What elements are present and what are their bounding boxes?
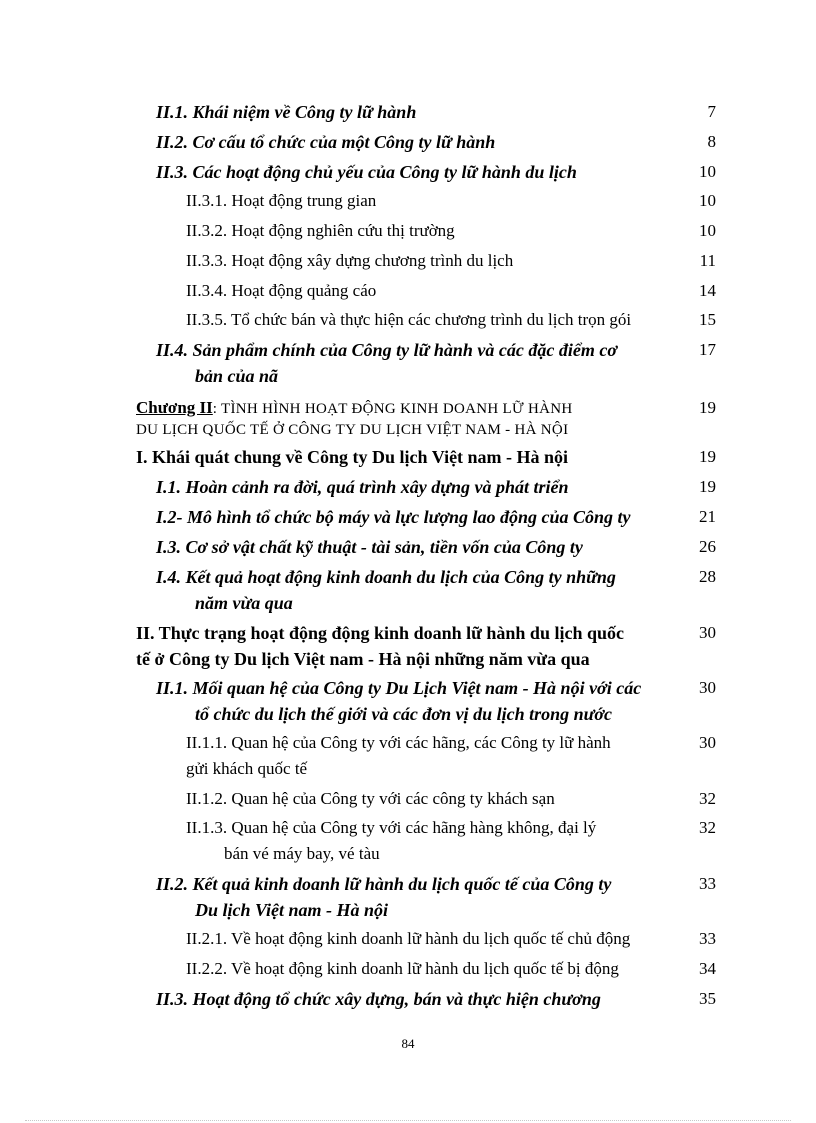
toc-entry-text: II.1.2. Quan hệ của Công ty với các công ty khách sạn	[186, 789, 555, 808]
toc-entry-text: II.3.3. Hoạt động xây dựng chương trình du lịch	[186, 251, 514, 270]
toc-entry-text: I.4. Kết quả hoạt động kinh doanh du lịch của Công ty những	[156, 567, 616, 587]
toc-entry-page: 32	[699, 818, 716, 837]
toc-entry-text: II.3.1. Hoạt động trung gian	[186, 191, 377, 210]
toc-entry-page: 30	[699, 678, 716, 697]
toc-entry-page: 21	[699, 507, 716, 526]
toc-entry-page: 30	[699, 733, 716, 752]
toc-entry-page: 19	[699, 477, 716, 496]
toc-entry-page: 28	[699, 567, 716, 586]
toc-entry-text: II.3. Hoạt động tổ chức xây dựng, bán và thực hiện chương	[156, 989, 601, 1009]
toc-entry-text-continued: bán vé máy bay, vé tàu	[224, 844, 380, 863]
toc-entry-page: 33	[699, 874, 716, 893]
toc-entry-page: 10	[699, 162, 716, 181]
toc-entry-text: II.3.4. Hoạt động quảng cáo	[186, 281, 377, 300]
toc-entry-text: II.2.1. Về hoạt động kinh doanh lữ hành du lịch quốc tế chủ động	[186, 929, 631, 948]
toc-entry-page: 19	[699, 447, 716, 466]
toc-entry-text: I.3. Cơ sở vật chất kỹ thuật - tài sản, tiền vốn của Công ty	[156, 537, 583, 557]
toc-entry-text: II.1.1. Quan hệ của Công ty với các hãng, các Công ty lữ hành	[186, 733, 611, 752]
toc-entry-page: 10	[699, 221, 716, 240]
toc-entry-text-continued: năm vừa qua	[195, 593, 293, 613]
toc-entry-page: 34	[699, 959, 716, 978]
toc-entry-page: 8	[707, 132, 716, 151]
toc-entry-text-continued: tổ chức du lịch thế giới và các đơn vị du lịch trong nước	[195, 704, 613, 724]
toc-entry-text: II.3. Các hoạt động chủ yếu của Công ty lữ hành du lịch	[156, 162, 577, 182]
toc-entry-page: 11	[699, 251, 716, 270]
toc-entry-page: 17	[699, 340, 716, 359]
toc-entry-text: II.2. Kết quả kinh doanh lữ hành du lịch quốc tế của Công ty	[156, 874, 612, 894]
toc-entry-text: II.2.2. Về hoạt động kinh doanh lữ hành du lịch quốc tế bị động	[186, 959, 619, 978]
toc-entry-text: I.2- Mô hình tổ chức bộ máy và lực lượng lao động của Công ty	[156, 507, 631, 527]
toc-entry-text: II.1. Khái niệm về Công ty lữ hành	[156, 102, 417, 122]
toc-entry-text: I. Khái quát chung về Công ty Du lịch Việt nam - Hà nội	[136, 447, 569, 467]
toc-entry-text: II.1.3. Quan hệ của Công ty với các hãng hàng không, đại lý	[186, 818, 597, 837]
toc-entry-text: II.1. Mối quan hệ của Công ty Du Lịch Việt nam - Hà nội với các	[156, 678, 642, 698]
toc-entry-text-continued: tế ở Công ty Du lịch Việt nam - Hà nội những năm vừa qua	[136, 649, 590, 669]
chapter-label: Chương II	[136, 398, 213, 417]
page-divider	[25, 1120, 791, 1121]
toc-entry-page: 26	[699, 537, 716, 556]
toc-entry-text: II.3.2. Hoạt động nghiên cứu thị trường	[186, 221, 455, 240]
toc-entry-text: II.2. Cơ cấu tổ chức của một Công ty lữ hành	[156, 132, 496, 152]
toc-entry-text: : TÌNH HÌNH HOẠT ĐỘNG KINH DOANH LỮ HÀNH	[212, 401, 573, 417]
toc-entry-page: 15	[699, 310, 716, 329]
toc-entry-page: 19	[699, 398, 716, 417]
toc-entry-text-continued: gửi khách quốc tế	[186, 759, 308, 778]
toc-entry-text-continued: DU LỊCH QUỐC TẾ Ở CÔNG TY DU LỊCH VIỆT NAM - HÀ NỘI	[136, 422, 569, 438]
toc-entry-page: 32	[699, 789, 716, 808]
toc-entry-page: 30	[699, 623, 716, 642]
toc-entry-text: II.3.5. Tổ chức bán và thực hiện các chương trình du lịch trọn gói	[186, 310, 632, 329]
toc-entry-page: 35	[699, 989, 716, 1008]
page-number: 84	[401, 1036, 415, 1051]
toc-entry-text-continued: bản của nã	[195, 366, 279, 386]
toc-entry-page: 33	[699, 929, 716, 948]
toc-entry-text-continued: Du lịch Việt nam - Hà nội	[195, 900, 389, 920]
toc-entry-page: 14	[699, 281, 716, 300]
toc-entry-page: 7	[707, 102, 716, 121]
toc-entry-text: II.4. Sản phẩm chính của Công ty lữ hành và các đặc điểm cơ	[156, 340, 617, 360]
toc-entry-page: 10	[699, 191, 716, 210]
toc-entry-text: I.1. Hoàn cảnh ra đời, quá trình xây dựng và phát triển	[156, 477, 569, 497]
toc-entry-text: II. Thực trạng hoạt động động kinh doanh lữ hành du lịch quốc	[136, 623, 624, 643]
